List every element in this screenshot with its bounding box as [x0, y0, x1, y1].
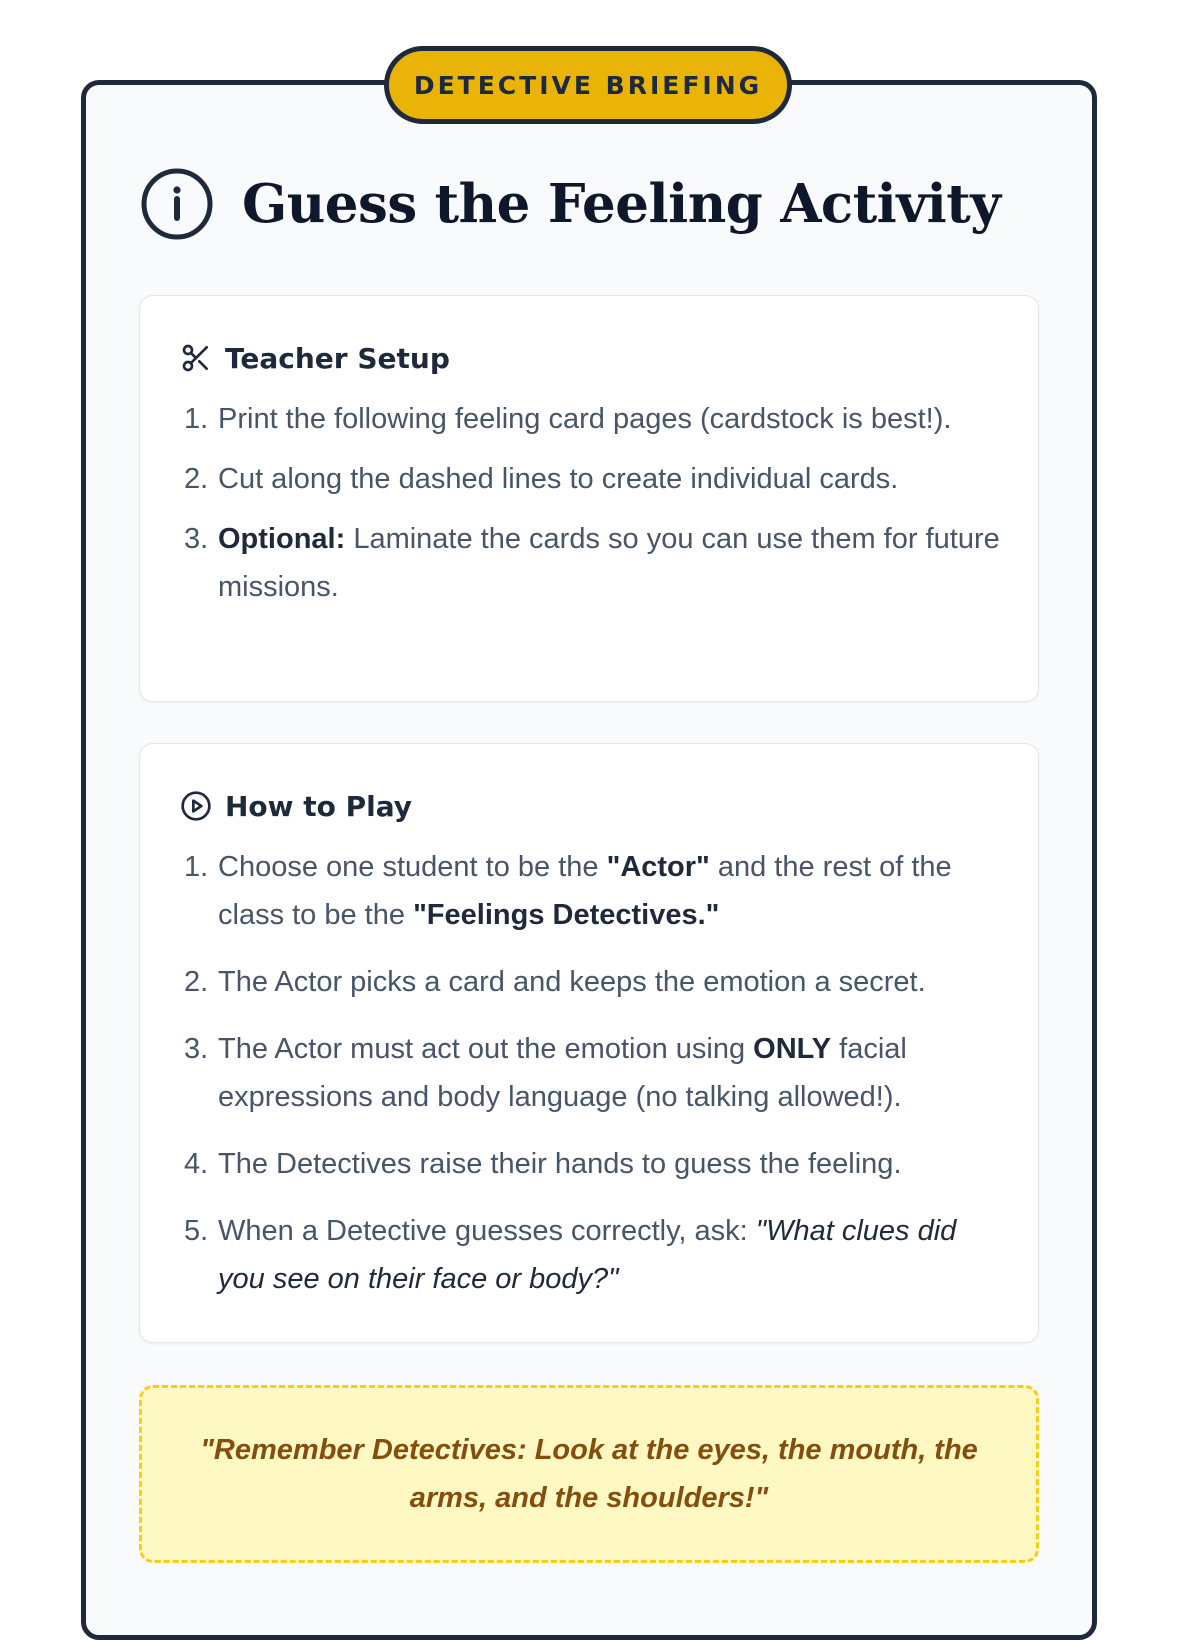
info-icon [140, 167, 214, 241]
page-title: Guess the Feeling Activity [242, 173, 1001, 235]
setup-step: 3. Optional: Laminate the cards so you can use them for future missions. [184, 523, 1000, 603]
teacher-setup-title: Teacher Setup [225, 341, 450, 375]
badge-label: DETECTIVE BRIEFING [413, 70, 763, 100]
teacher-setup-card [139, 295, 1039, 702]
how-to-play-card [139, 743, 1039, 1343]
tip-text: "Remember Detectives: Look at the eyes, the mouth, the arms, and the shoulders!" [200, 1434, 978, 1514]
setup-step: 2. Cut along the dashed lines to create individual cards. [184, 463, 899, 495]
how-to-play-title: How to Play [225, 789, 413, 823]
play-steps [184, 843, 1000, 1303]
detective-briefing-badge [384, 46, 792, 124]
scissors-icon [180, 342, 212, 374]
teacher-setup-heading [180, 338, 450, 378]
how-to-play-heading [180, 786, 412, 826]
setup-steps [184, 395, 1000, 611]
play-step: 1. Choose one student to be the "Actor" and the rest of the class to be the "Feelings Detectives." [184, 851, 952, 931]
play-step: 4. The Detectives raise their hands to guess the feeling. [184, 1148, 902, 1180]
play-step: 2. The Actor picks a card and keeps the emotion a secret. [184, 966, 926, 998]
play-circle-icon [180, 790, 212, 822]
title-row [140, 166, 1001, 242]
setup-step: 1. Print the following feeling card pages (cardstock is best!). [184, 403, 952, 435]
detective-tip-callout [139, 1385, 1039, 1563]
play-step: 5. When a Detective guesses correctly, ask: "What clues did you see on their face or body?" [184, 1215, 957, 1295]
play-step: 3. The Actor must act out the emotion using ONLY facial expressions and body language (no talking allowed!). [184, 1033, 907, 1113]
